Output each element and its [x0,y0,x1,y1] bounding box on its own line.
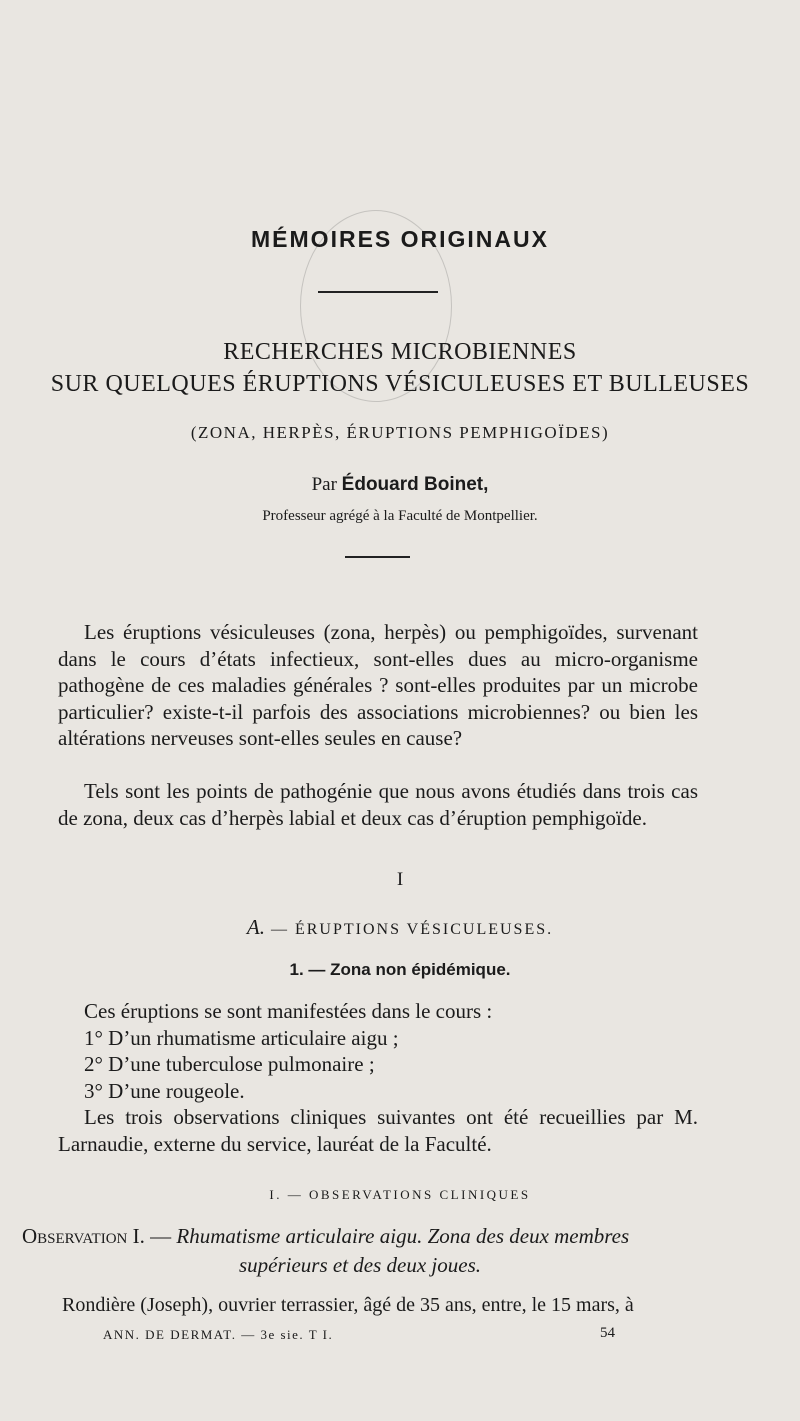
list-item: 3° D’une rougeole. [84,1078,245,1103]
divider-rule [318,291,438,293]
list-item: 1° D’un rhumatisme articulaire aigu ; [84,1025,399,1050]
divider-rule [345,556,410,558]
section-title: MÉMOIRES ORIGINAUX [251,226,549,252]
conditions-list [58,998,698,1157]
observation-title-line2: supérieurs et des deux joues. [238,1253,482,1277]
article-subtitle: (ZONA, HERPÈS, ÉRUPTIONS PEMPHIGOÏDES) [190,423,610,442]
observation-text: Rondière (Joseph), ouvrier terrassier, âgé de 35 ans, entre, le 15 mars, à [62,1294,634,1316]
author-affiliation: Professeur agrégé à la Faculté de Montpellier. [262,508,538,524]
article-title-line2: SUR QUELQUES ÉRUPTIONS VÉSICULEUSES ET BULLEUSES [50,371,750,397]
section-label: ÉRUPTIONS VÉSICULEUSES. [294,921,554,938]
observations-header: I. — OBSERVATIONS CLINIQUES [269,1187,531,1202]
section-heading [0,915,800,940]
intro-paragraph: Tels sont les points de pathogénie que nous avons étudiés dans trois cas de zona, deux cas d’herpès labial et deux cas d’éruption pemphigoïde. [58,779,698,830]
observation-title [22,1222,698,1280]
section-letter: A. [246,915,265,939]
subsection-heading: 1. — Zona non épidémique. [289,960,511,979]
journal-footer: ANN. DE DERMAT. — 3e sie. T I. [103,1327,334,1342]
author-prefix: Par [311,474,342,495]
observation-title-line1: Rhumatisme articulaire aigu. Zona des deux membres [176,1224,630,1248]
list-intro: Ces éruptions se sont manifestées dans le cours : [84,999,493,1023]
author-name: Édouard Boinet, [341,474,489,495]
article-title-line1: RECHERCHES MICROBIENNES [223,339,577,365]
section-dash: — [264,921,295,938]
list-outro: Les trois observations cliniques suivantes ont été recueillies par M. Larnaudie, externe du service, lauréat de la Faculté. [58,1105,698,1156]
observation-lead: Observation I. — [22,1224,177,1248]
part-number: I [396,869,404,890]
list-item: 2° D’une tuberculose pulmonaire ; [84,1052,375,1076]
page-number: 54 [600,1325,615,1341]
author-line [0,474,800,496]
intro-paragraph: Les éruptions vésiculeuses (zona, herpès) ou pemphigoïdes, survenant dans le cours d’états infectieux, sont-elles dues au micro-organisme pathogène de ces maladies générales ? sont-elles produites par un microbe particulier? existe-t-il parfois des associations microbiennes? ou bien les altérations nerveuses sont-elles seules en cause? [58,620,698,750]
